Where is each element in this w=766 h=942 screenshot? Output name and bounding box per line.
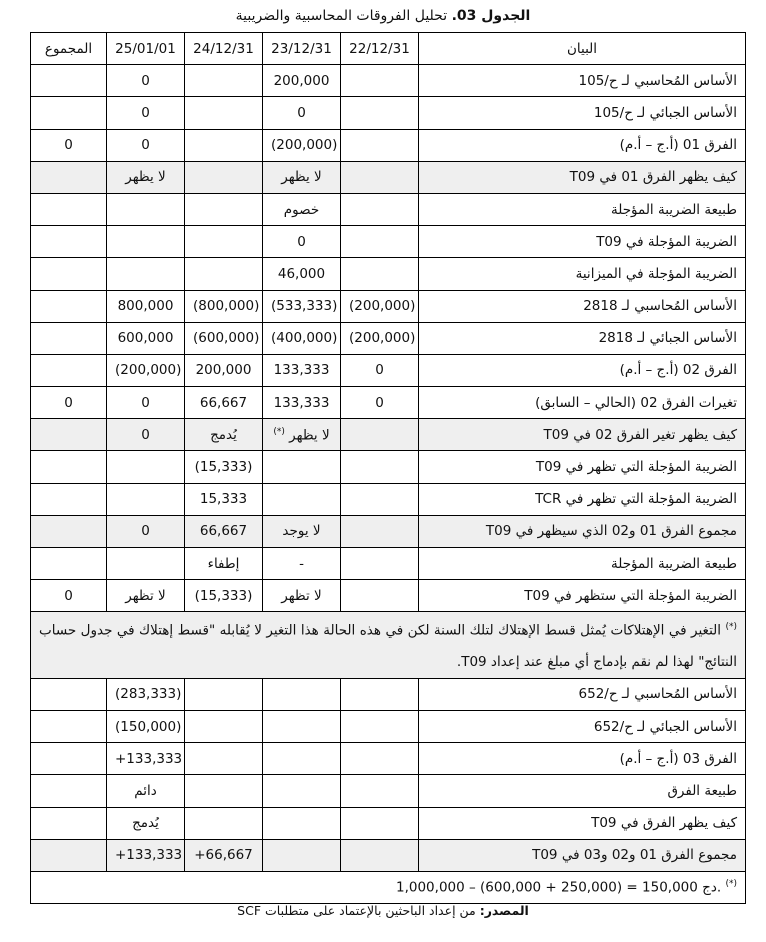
row-label: الأساس الجبائي لـ ح/652: [419, 711, 746, 743]
table-cell: [107, 387, 185, 419]
cell-value: 0: [141, 394, 150, 411]
cell-value: 0: [64, 394, 73, 411]
source-text: من إعداد الباحثين بالإعتماد على متطلبات SCF: [237, 903, 480, 918]
table-row: [31, 322, 746, 354]
header-row: [31, 33, 746, 65]
table-cell: [31, 515, 107, 547]
row-label: الفرق 03 (أ.ج – أ.م): [419, 743, 746, 775]
table-cell: [31, 711, 107, 743]
table-cell: [263, 775, 341, 807]
table-row: [31, 451, 746, 483]
table-row: [31, 515, 746, 547]
table-row: [31, 775, 746, 807]
table-cell: [263, 678, 341, 710]
table-cell: [263, 354, 341, 386]
table-cell: [341, 290, 419, 322]
table-cell: [341, 258, 419, 290]
table-cell: [107, 743, 185, 775]
cell-value: (400,000): [271, 330, 338, 347]
table-cell: [107, 226, 185, 258]
cell-value: 133,333: [273, 394, 330, 411]
cell-value: (600,000): [193, 330, 260, 347]
cell-value: إطفاء: [207, 555, 240, 572]
table-cell: [185, 419, 263, 451]
row-label: الأساس المُحاسبي لـ ح/652: [419, 678, 746, 710]
row-label: طبيعة الضريبة المؤجلة: [419, 193, 746, 225]
table-row: [31, 419, 746, 451]
cell-value: 800,000: [117, 298, 174, 315]
cell-value: (200,000): [349, 298, 416, 315]
table-cell: [263, 743, 341, 775]
table-cell: [185, 161, 263, 193]
table-cell: [263, 807, 341, 839]
note-cell: [31, 612, 746, 679]
table-cell: [341, 483, 419, 515]
table-cell: [107, 515, 185, 547]
table-cell: [263, 161, 341, 193]
table-cell: [107, 193, 185, 225]
cell-value: 0: [375, 362, 384, 379]
row-label: كيف يظهر الفرق في T09: [419, 807, 746, 839]
table-cell: [31, 775, 107, 807]
row-label: الضريبة المؤجلة التي تظهر في TCR: [419, 483, 746, 515]
table-row: [31, 548, 746, 580]
table-cell: [263, 322, 341, 354]
table-cell: [341, 580, 419, 612]
table-cell: [185, 580, 263, 612]
table-cell: [107, 548, 185, 580]
table-cell: [107, 678, 185, 710]
table-cell: [31, 807, 107, 839]
cell-value: +66,667: [194, 847, 253, 864]
table-row: [31, 354, 746, 386]
table-cell: [263, 97, 341, 129]
table-row: [31, 129, 746, 161]
table-cell: [107, 711, 185, 743]
row-label: طبيعة الضريبة المؤجلة: [419, 548, 746, 580]
cell-value: (200,000): [115, 362, 182, 379]
row-label: الضريبة المؤجلة التي تظهر في T09: [419, 451, 746, 483]
table-cell: [185, 807, 263, 839]
table-cell: [31, 290, 107, 322]
note-marker: (*): [725, 622, 737, 633]
table-cell: [107, 807, 185, 839]
table-cell: [107, 97, 185, 129]
table-cell: [31, 548, 107, 580]
cell-value: لا يظهر: [281, 169, 322, 186]
cell-value: +133,333: [115, 750, 183, 767]
table-cell: [263, 387, 341, 419]
table-caption: [0, 4, 766, 28]
row-label: مجموع الفرق 01 و02 و03 في T09: [419, 839, 746, 871]
cell-value: 0: [297, 233, 306, 250]
table-cell: [341, 419, 419, 451]
table-cell: [107, 129, 185, 161]
table-cell: [341, 193, 419, 225]
cell-value: 0: [297, 104, 306, 121]
table-cell: [185, 515, 263, 547]
cell-value: +133,333: [115, 847, 183, 864]
table-cell: [185, 322, 263, 354]
table-cell: [107, 161, 185, 193]
cell-value: 600,000: [117, 330, 174, 347]
table-cell: [263, 258, 341, 290]
cell-value: 46,000: [277, 265, 326, 282]
table-cell: [185, 97, 263, 129]
table-cell: [263, 419, 341, 451]
table-cell: [31, 258, 107, 290]
table-cell: [263, 548, 341, 580]
table-cell: [31, 580, 107, 612]
row-label: الضريبة المؤجلة التي ستظهر في T09: [419, 580, 746, 612]
table-row: [31, 226, 746, 258]
table-cell: [341, 678, 419, 710]
table-cell: [263, 483, 341, 515]
cell-value: -: [299, 555, 304, 572]
row-label: الأساس الجبائي لـ ح/105: [419, 97, 746, 129]
caption-text: تحليل الفروقات المحاسبية والضريبية: [235, 8, 452, 24]
table-cell: [107, 258, 185, 290]
table-cell: [107, 65, 185, 97]
table-row: [31, 839, 746, 871]
table-cell: [31, 161, 107, 193]
table-cell: [107, 290, 185, 322]
cell-value: 0: [141, 426, 150, 443]
row-label: كيف يظهر الفرق 01 في T09: [419, 161, 746, 193]
table-cell: [341, 387, 419, 419]
table-cell: [31, 193, 107, 225]
source-line: [0, 902, 766, 920]
table-cell: [263, 839, 341, 871]
table-cell: [263, 193, 341, 225]
table-cell: [185, 743, 263, 775]
table-cell: [185, 775, 263, 807]
cell-value: (200,000): [271, 137, 338, 154]
table-cell: [107, 354, 185, 386]
cell-value: دائم: [134, 783, 157, 800]
cell-value: 0: [141, 523, 150, 540]
table-cell: [185, 258, 263, 290]
table-cell: [31, 226, 107, 258]
footnote-row: [31, 872, 746, 904]
table-cell: [31, 483, 107, 515]
table-cell: [341, 161, 419, 193]
table-cell: [185, 711, 263, 743]
table-cell: [107, 419, 185, 451]
cell-value: لا تظهر: [125, 587, 166, 604]
table-cell: [31, 354, 107, 386]
table-cell: [341, 711, 419, 743]
table-cell: [341, 129, 419, 161]
table-row: [31, 193, 746, 225]
table-cell: [185, 193, 263, 225]
table-cell: [185, 483, 263, 515]
table-cell: [263, 580, 341, 612]
table-cell: [341, 775, 419, 807]
caption-number: الجدول 03.: [451, 8, 531, 24]
table-row: [31, 290, 746, 322]
table-cell: [107, 775, 185, 807]
cell-value: 0: [141, 137, 150, 154]
row-label: الأساس الجبائي لـ 2818: [419, 322, 746, 354]
table-cell: [107, 839, 185, 871]
table-cell: [341, 65, 419, 97]
table-row: [31, 161, 746, 193]
footnote-marker: (*): [273, 426, 285, 437]
table-cell: [185, 839, 263, 871]
row-label: طبيعة الفرق: [419, 775, 746, 807]
row-label: الأساس المُحاسبي لـ ح/105: [419, 65, 746, 97]
table-cell: [31, 387, 107, 419]
cell-value: (283,333): [115, 686, 182, 703]
table-cell: [107, 580, 185, 612]
column-header: 24/12/31: [185, 33, 263, 65]
note-text: التغير في الإهتلاكات يُمثل قسط الإهتلاك لتلك السنة لكن في هذه الحالة هذا التغير لا يُقابله "قسط إهتلاك في جدول حساب النتائج" لهذا لم نقم بإدماج أي مبلغ عند إعداد T09.: [39, 622, 737, 670]
column-header: 25/01/01: [107, 33, 185, 65]
row-label: الضريبة المؤجلة في T09: [419, 226, 746, 258]
cell-value: 200,000: [195, 362, 252, 379]
table-cell: [31, 65, 107, 97]
footnote-cell: [31, 872, 746, 904]
table-cell: [185, 678, 263, 710]
table-row: [31, 258, 746, 290]
column-header: 23/12/31: [263, 33, 341, 65]
cell-value: لا يظهر: [125, 169, 166, 186]
cell-value: 0: [141, 104, 150, 121]
table-cell: [31, 678, 107, 710]
column-header: المجموع: [31, 33, 107, 65]
table-row: [31, 711, 746, 743]
note-row: [31, 612, 746, 679]
cell-value: 200,000: [273, 72, 330, 89]
table-cell: [185, 354, 263, 386]
cell-value: لا يظهر: [289, 427, 330, 444]
table-cell: [185, 387, 263, 419]
cell-value: 66,667: [199, 394, 248, 411]
cell-value: (200,000): [349, 330, 416, 347]
table-row: [31, 65, 746, 97]
table-cell: [31, 743, 107, 775]
column-header: البيان: [419, 33, 746, 65]
differences-table: [30, 32, 746, 904]
table-cell: [341, 97, 419, 129]
table-cell: [185, 129, 263, 161]
table-cell: [107, 322, 185, 354]
table-cell: [341, 548, 419, 580]
table-cell: [341, 743, 419, 775]
table-cell: [263, 129, 341, 161]
cell-value: 0: [64, 137, 73, 154]
table-cell: [31, 451, 107, 483]
table-cell: [341, 451, 419, 483]
cell-value: (533,333): [271, 298, 338, 315]
table-cell: [263, 290, 341, 322]
table-cell: [31, 322, 107, 354]
row-label: الأساس المُحاسبي لـ 2818: [419, 290, 746, 322]
table-cell: [341, 354, 419, 386]
table-cell: [185, 226, 263, 258]
table-cell: [341, 322, 419, 354]
table-row: [31, 807, 746, 839]
cell-value: (15,333): [194, 587, 253, 604]
cell-value: 0: [375, 394, 384, 411]
table-cell: [341, 807, 419, 839]
column-header: 22/12/31: [341, 33, 419, 65]
cell-value: يُدمج: [132, 815, 159, 832]
table-cell: [263, 65, 341, 97]
table-row: [31, 387, 746, 419]
cell-value: 0: [141, 72, 150, 89]
footnote-text: 1,000,000 – (600,000 + 250,000) = 150,000 دج.: [396, 879, 722, 896]
table-cell: [341, 515, 419, 547]
table-cell: [31, 419, 107, 451]
table-cell: [263, 226, 341, 258]
table-row: [31, 678, 746, 710]
row-label: الضريبة المؤجلة في الميزانية: [419, 258, 746, 290]
table-cell: [31, 129, 107, 161]
row-label: مجموع الفرق 01 و02 الذي سيظهر في T09: [419, 515, 746, 547]
table-cell: [107, 483, 185, 515]
cell-value: (150,000): [115, 718, 182, 735]
table-row: [31, 743, 746, 775]
cell-value: يُدمج: [210, 426, 237, 443]
table-cell: [263, 515, 341, 547]
table-cell: [185, 548, 263, 580]
cell-value: (800,000): [193, 298, 260, 315]
table-row: [31, 580, 746, 612]
row-label: الفرق 02 (أ.ج – أ.م): [419, 354, 746, 386]
table-row: [31, 97, 746, 129]
cell-value: 15,333: [199, 491, 248, 508]
table-cell: [263, 711, 341, 743]
footnote-mark: (*): [725, 879, 737, 890]
source-label: المصدر:: [479, 903, 529, 918]
row-label: الفرق 01 (أ.ج – أ.م): [419, 129, 746, 161]
table-cell: [31, 97, 107, 129]
cell-value: 133,333: [273, 362, 330, 379]
cell-value: لا تظهر: [281, 587, 322, 604]
cell-value: (15,333): [194, 459, 253, 476]
cell-value: لا يوجد: [282, 523, 321, 540]
table-cell: [341, 226, 419, 258]
row-label: تغيرات الفرق 02 (الحالي – السابق): [419, 387, 746, 419]
cell-value: خصوم: [283, 201, 320, 218]
table-cell: [185, 451, 263, 483]
table-cell: [107, 451, 185, 483]
cell-value: 66,667: [199, 523, 248, 540]
table-cell: [341, 839, 419, 871]
cell-value: 0: [64, 587, 73, 604]
table-cell: [263, 451, 341, 483]
table-cell: [185, 65, 263, 97]
table-cell: [185, 290, 263, 322]
table-cell: [31, 839, 107, 871]
row-label: كيف يظهر تغير الفرق 02 في T09: [419, 419, 746, 451]
table-row: [31, 483, 746, 515]
